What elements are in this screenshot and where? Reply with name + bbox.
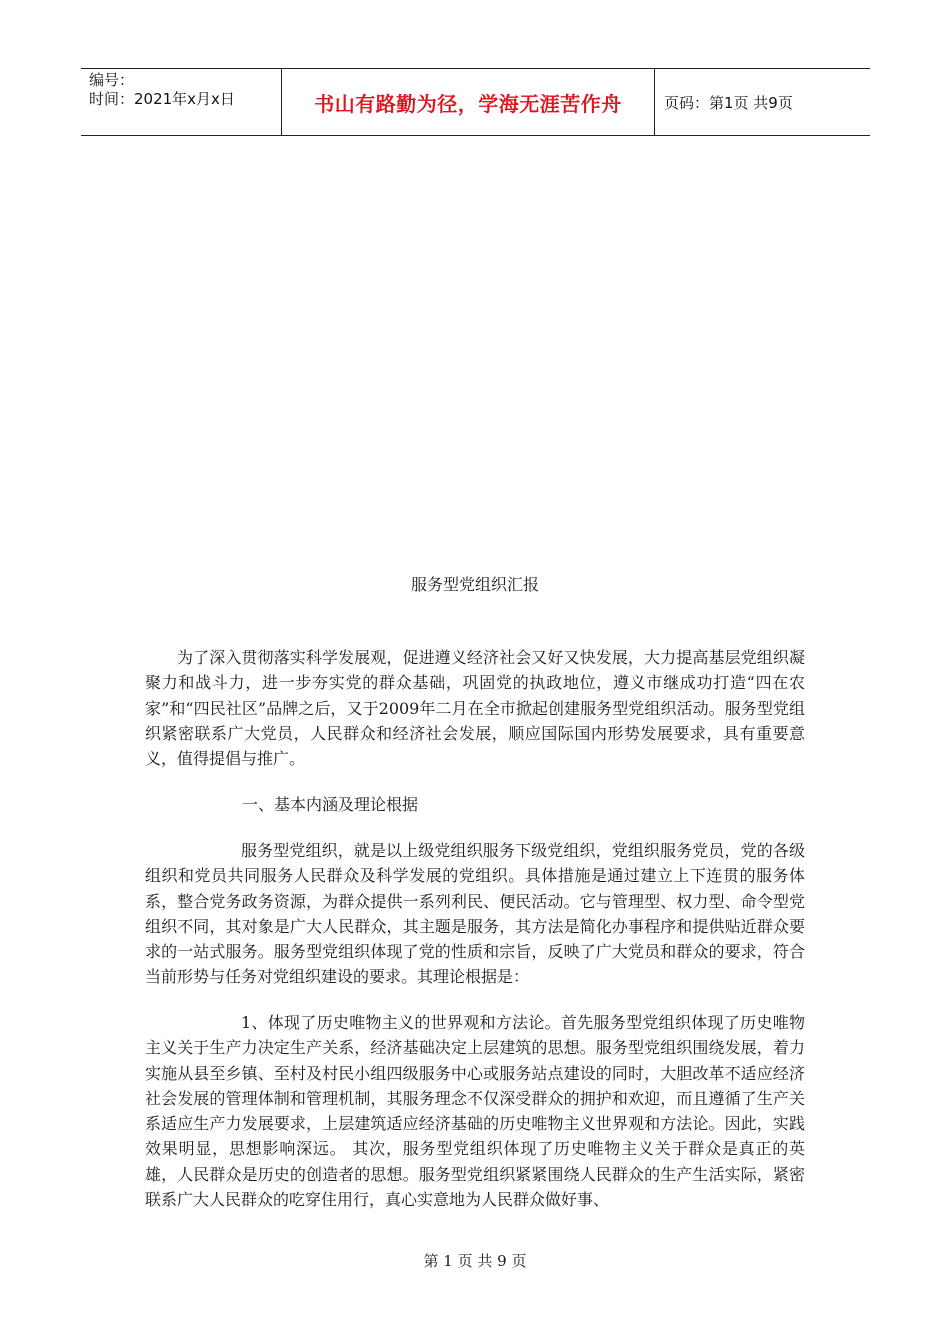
document-title: 服务型党组织汇报 xyxy=(410,575,539,594)
paragraph-intro: 为了深入贯彻落实科学发展观，促进遵义经济社会又好又快发展，大力提高基层党组织凝聚力和战斗力，进一步夯实党的群众基础，巩固党的执政地位，遵义市继成功打造“四在农家”和“四民社区”品牌之后，又于2009年二月在全市掀起创建服务型党组织活动。服务型党组织紧密联系广大党员，人民群众和经济社会发展，顺应国际国内形势发展要求，具有重要意义，值得提倡与推广。 xyxy=(145,648,805,769)
paragraph-theory-1: 1、体现了历史唯物主义的世界观和方法论。首先服务型党组织体现了历史唯物主义关于生产力决定生产关系，经济基础决定上层建筑的思想。服务型党组织围绕发展，着力实施从县至乡镇、至村及村民小组四级服务中心或服务站点建设的同时，大胆改革不适应经济社会发展的管理体制和管理机制，其服务理念不仅深受群众的拥护和欢迎，而且遵循了生产关系适应生产力发展要求，上层建筑适应经济基础的历史唯物主义世界观和方法论。因此，实践效果明显，思想影响深远。 其次，服务型党组织体现了历史唯物主义关于群众是真正的英雄，人民群众是历史的创造者的思想。服务型党组织紧紧围绕人民群众的生产生活实际，紧密联系广大人民群众的吃穿住用行，真心实意地为人民群众做好事、 xyxy=(145,1013,805,1210)
page-footer: 第 1 页 共 9 页 xyxy=(423,1252,527,1270)
header-motto: 书山有路勤为径，学海无涯苦作舟 xyxy=(282,69,655,135)
header-meta-cell xyxy=(81,69,282,135)
header-time-label: 时间：2021年x月x日 xyxy=(89,90,235,108)
header-number-label: 编号： xyxy=(89,71,135,89)
header-page-info: 页码：第1页 共9页 xyxy=(664,93,793,112)
document-header xyxy=(81,68,870,136)
section-heading-1: 一、基本内涵及理论根据 xyxy=(242,795,419,814)
paragraph-definition: 服务型党组织，就是以上级党组织服务下级党组织，党组织服务党员，党的各级组织和党员共同服务人民群众及科学发展的党组织。具体措施是通过建立上下连贯的服务体系，整合党务政务资源，为群众提供一系列利民、便民活动。它与管理型、权力型、命令型党组织不同，其对象是广大人民群众，其主题是服务，其方法是简化办事程序和提供贴近群众要求的一站式服务。服务型党组织体现了党的性质和宗旨，反映了广大党员和群众的要求，符合当前形势与任务对党组织建设的要求。其理论根据是： xyxy=(145,841,805,987)
